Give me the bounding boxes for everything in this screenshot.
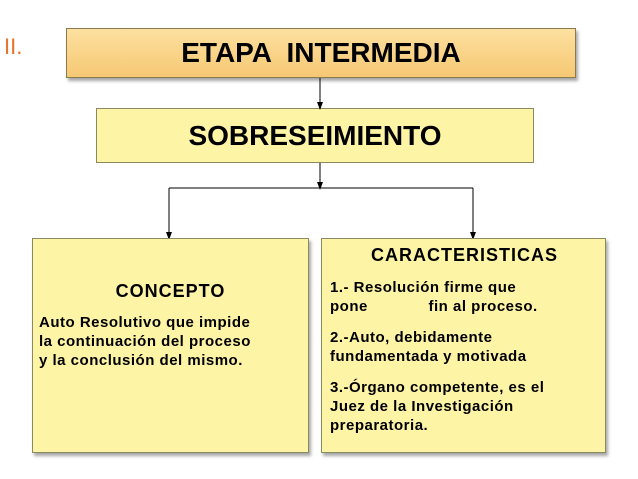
section-number: II. <box>4 34 23 59</box>
characteristic-item-1: 1.- Resolución firme que pone fin al proceso. <box>330 279 538 315</box>
process-title: SOBRESEIMIENTO <box>188 119 442 151</box>
concept-box <box>32 238 309 453</box>
concept-title: CONCEPTO <box>115 281 226 301</box>
characteristics-box <box>321 238 606 453</box>
characteristics-title: CARACTERISTICAS <box>370 245 558 265</box>
concept-text: Auto Resolutivo que impide la continuación del proceso y la conclusión del mismo. <box>39 314 251 369</box>
characteristic-item-2: 2.-Auto, debidamente fundamentada y motivada <box>330 329 527 365</box>
stage-title: ETAPA INTERMEDIA <box>181 37 461 68</box>
characteristic-item-3: 3.-Órgano competente, es el Juez de la Investigación preparatoria. <box>330 379 545 434</box>
